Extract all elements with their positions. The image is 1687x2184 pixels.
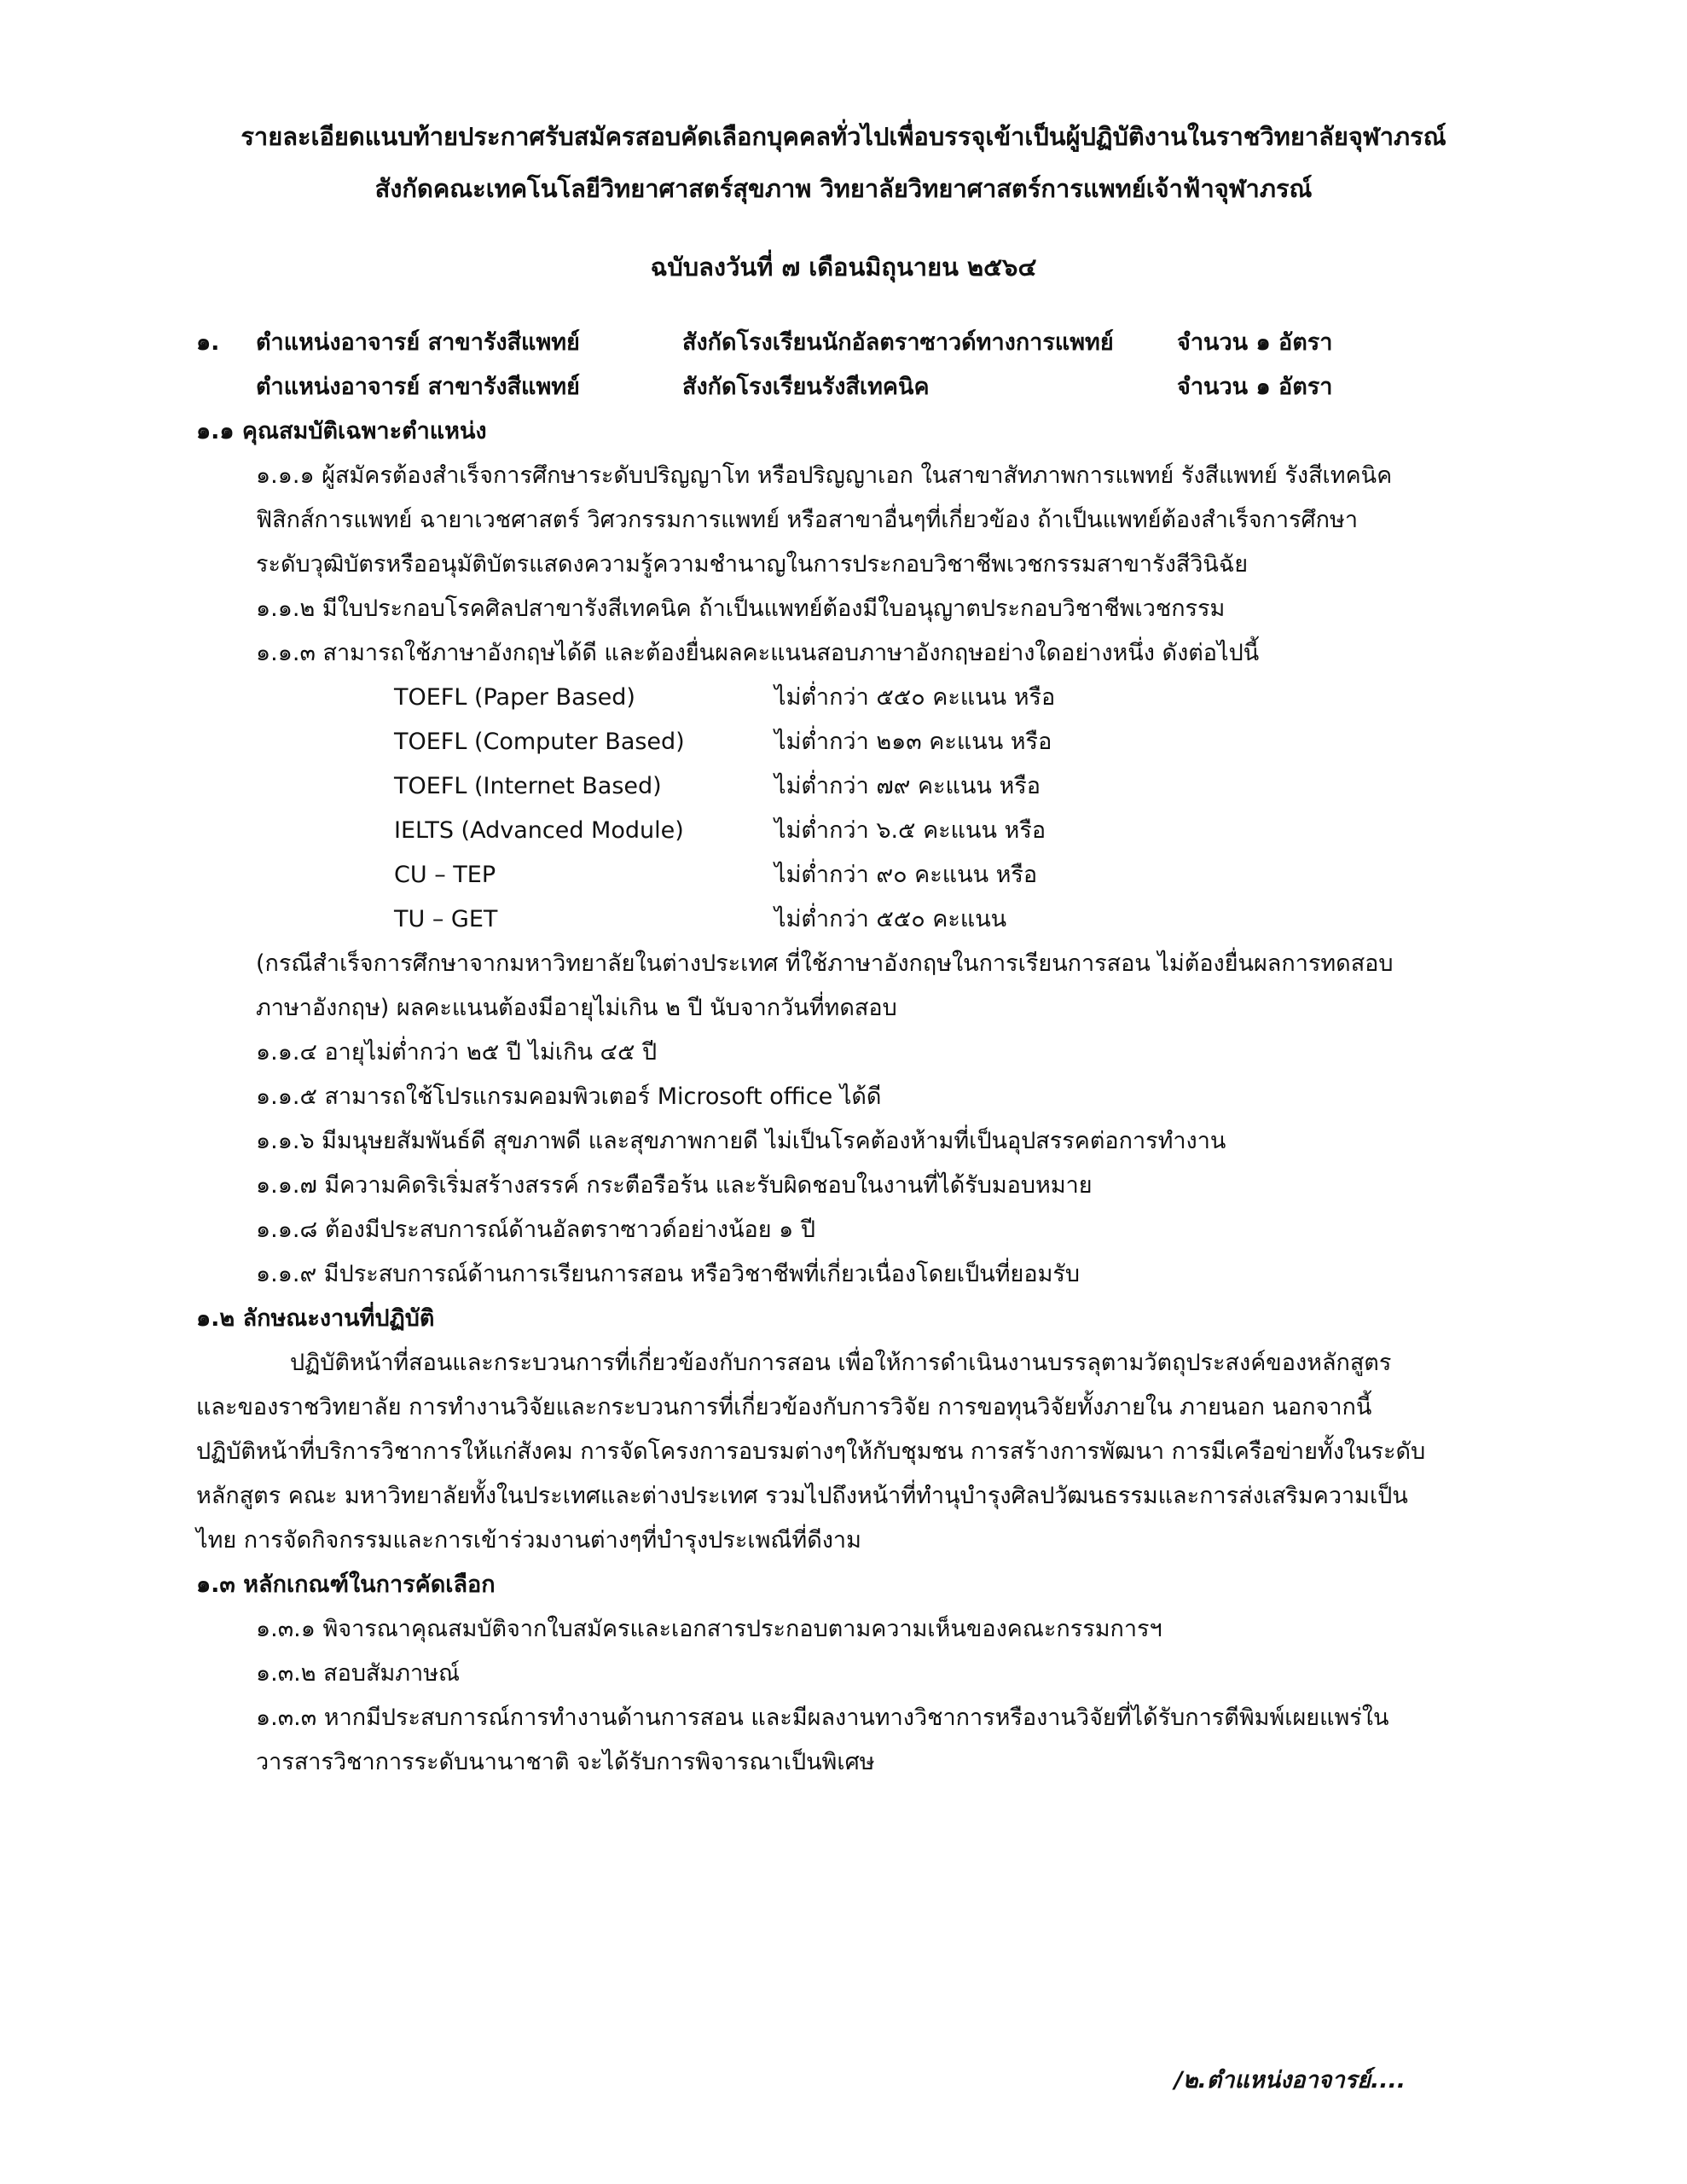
qualification-1-1-3: ๑.๑.๓ สามารถใช้ภาษาอังกฤษได้ดี และต้องยื่นผลคะแนนสอบภาษาอังกฤษอย่างใดอย่างหนึ่ง ดังต่อไปนี้ <box>256 640 1260 666</box>
position-title: ตำแหน่งอาจารย์ สาขารังสีแพทย์ <box>256 329 580 356</box>
test-score: ไม่ต่ำกว่า ๗๙ คะแนน หรือ <box>774 773 1041 799</box>
qualification-1-1-9: ๑.๑.๙ มีประสบการณ์ด้านการเรียนการสอน หรือวิชาชีพที่เกี่ยวเนื่องโดยเป็นที่ยอมรับ <box>256 1261 1081 1287</box>
qualification-1-1-2: ๑.๑.๒ มีใบประกอบโรคศิลปสาขารังสีเทคนิค ถ้าเป็นแพทย์ต้องมีใบอนุญาตประกอบวิชาชีพเวชกรรม <box>256 595 1226 622</box>
duties-line: ปฏิบัติหน้าที่บริการวิชาการให้แก่สังคม การจัดโครงการอบรมต่างๆให้กับชุมชน การสร้างการพัฒนา การมีเครือข่ายทั้งในระดับ <box>196 1438 1426 1465</box>
test-name: TOEFL (Internet Based) <box>394 773 662 799</box>
criteria-1-3-3-line: ๑.๓.๓ หากมีประสบการณ์การทำงานด้านการสอน และมีผลงานทางวิชาการหรืองานวิจัยที่ได้รับการตีพิมพ์เผยแพร่ใน <box>256 1705 1389 1731</box>
criteria-1-3-3-line: วารสารวิชาการระดับนานาชาติ จะได้รับการพิจารณาเป็นพิเศษ <box>256 1749 875 1775</box>
test-name: TOEFL (Computer Based) <box>394 729 685 755</box>
position-title: ตำแหน่งอาจารย์ สาขารังสีแพทย์ <box>256 374 580 400</box>
position-count: จำนวน ๑ อัตรา <box>1177 329 1333 356</box>
criteria-1-3-2: ๑.๓.๒ สอบสัมภาษณ์ <box>256 1660 461 1687</box>
header-line-2: สังกัดคณะเทคโนโลยีวิทยาศาสตร์สุขภาพ วิทยาลัยวิทยาศาสตร์การแพทย์เจ้าฟ้าจุฬาภรณ์ <box>374 174 1313 203</box>
criteria-1-3-1: ๑.๓.๑ พิจารณาคุณสมบัติจากใบสมัครและเอกสารประกอบตามความเห็นของคณะกรรมการฯ <box>256 1616 1162 1642</box>
test-name: IELTS (Advanced Module) <box>394 817 684 844</box>
duties-line: หลักสูตร คณะ มหาวิทยาลัยทั้งในประเทศและต่างประเทศ รวมไปถึงหน้าที่ทำนุบำรุงศิลปวัฒนธรรมและการส่งเสริมความเป็น <box>196 1483 1408 1509</box>
test-note-line: (กรณีสำเร็จการศึกษาจากมหาวิทยาลัยในต่างประเทศ ที่ใช้ภาษาอังกฤษในการเรียนการสอน ไม่ต้องยื่นผลการทดสอบ <box>256 950 1394 977</box>
document-date: ฉบับลงวันที่ ๗ เดือนมิถุนายน ๒๕๖๔ <box>650 253 1037 282</box>
qualification-1-1-8: ๑.๑.๘ ต้องมีประสบการณ์ด้านอัลตราซาวด์อย่างน้อย ๑ ปี <box>256 1217 816 1243</box>
qualification-1-1-4: ๑.๑.๔ อายุไม่ต่ำกว่า ๒๕ ปี ไม่เกิน ๔๕ ปี <box>256 1039 658 1066</box>
test-score: ไม่ต่ำกว่า ๕๕๐ คะแนน หรือ <box>774 684 1056 711</box>
test-note-line: ภาษาอังกฤษ) ผลคะแนนต้องมีอายุไม่เกิน ๒ ปี นับจากวันที่ทดสอบ <box>256 995 897 1021</box>
duties-line: ไทย การจัดกิจกรรมและการเข้าร่วมงานต่างๆที่บำรุงประเพณีที่ดีงาม <box>196 1527 861 1554</box>
duties-line: และของราชวิทยาลัย การทำงานวิจัยและกระบวนการที่เกี่ยวข้องกับการวิจัย การขอทุนวิจัยทั้งภายใน ภายนอก นอกจากนี้ <box>196 1394 1372 1420</box>
test-name: TU – GET <box>394 906 498 932</box>
qualification-1-1-5: ๑.๑.๕ สามารถใช้โปรแกรมคอมพิวเตอร์ Microsoft office ได้ดี <box>256 1083 882 1110</box>
position-unit: สังกัดโรงเรียนนักอัลตราซาวด์ทางการแพทย์ <box>682 329 1114 356</box>
qualification-1-1-6: ๑.๑.๖ มีมนุษยสัมพันธ์ดี สุขภาพดี และสุขภาพกายดี ไม่เป็นโรคต้องห้ามที่เป็นอุปสรรคต่อการทำงาน <box>256 1128 1226 1154</box>
position-number: ๑. <box>196 329 220 356</box>
test-name: TOEFL (Paper Based) <box>394 684 635 711</box>
test-score: ไม่ต่ำกว่า ๖.๕ คะแนน หรือ <box>774 817 1046 844</box>
section-heading-1-1: ๑.๑ คุณสมบัติเฉพาะตำแหน่ง <box>196 418 487 444</box>
qualification-1-1-1-line: ๑.๑.๑ ผู้สมัครต้องสำเร็จการศึกษาระดับปริญญาโท หรือปริญญาเอก ในสาขาสัทภาพการแพทย์ รังสีแพทย์ รังสีเทคนิค <box>256 462 1393 489</box>
section-heading-1-3: ๑.๓ หลักเกณฑ์ในการคัดเลือก <box>196 1571 496 1598</box>
qualification-1-1-1-line: ฟิสิกส์การแพทย์ ฉายาเวชศาสตร์ วิศวกรรมการแพทย์ หรือสาขาอื่นๆที่เกี่ยวข้อง ถ้าเป็นแพทย์ต้องสำเร็จการศึกษา <box>256 507 1358 533</box>
test-score: ไม่ต่ำกว่า ๒๑๓ คะแนน หรือ <box>774 729 1052 755</box>
qualification-1-1-1-line: ระดับวุฒิบัตรหรืออนุมัติบัตรแสดงความรู้ความชำนาญในการประกอบวิชาชีพเวชกรรมสาขารังสีวินิฉัย <box>256 551 1249 578</box>
test-score: ไม่ต่ำกว่า ๙๐ คะแนน หรือ <box>774 862 1038 888</box>
section-heading-1-2: ๑.๒ ลักษณะงานที่ปฏิบัติ <box>196 1305 435 1332</box>
position-count: จำนวน ๑ อัตรา <box>1177 374 1333 400</box>
header-line-1: รายละเอียดแนบท้ายประกาศรับสมัครสอบคัดเลือกบุคคลทั่วไปเพื่อบรรจุเข้าเป็นผู้ปฏิบัติงานในราชวิทยาลัยจุฬาภรณ์ <box>241 122 1446 151</box>
duties-line: ปฏิบัติหน้าที่สอนและกระบวนการที่เกี่ยวข้องกับการสอน เพื่อให้การดำเนินงานบรรลุตามวัตถุประสงค์ของหลักสูตร <box>290 1350 1392 1376</box>
test-name: CU – TEP <box>394 862 496 888</box>
qualification-1-1-7: ๑.๑.๗ มีความคิดริเริ่มสร้างสรรค์ กระตือรือร้น และรับผิดชอบในงานที่ได้รับมอบหมาย <box>256 1172 1093 1199</box>
continued-note: /๒.ตำแหน่งอาจารย์.... <box>1174 2067 1406 2094</box>
position-unit: สังกัดโรงเรียนรังสีเทคนิค <box>682 374 930 400</box>
test-score: ไม่ต่ำกว่า ๕๕๐ คะแนน <box>774 906 1007 932</box>
